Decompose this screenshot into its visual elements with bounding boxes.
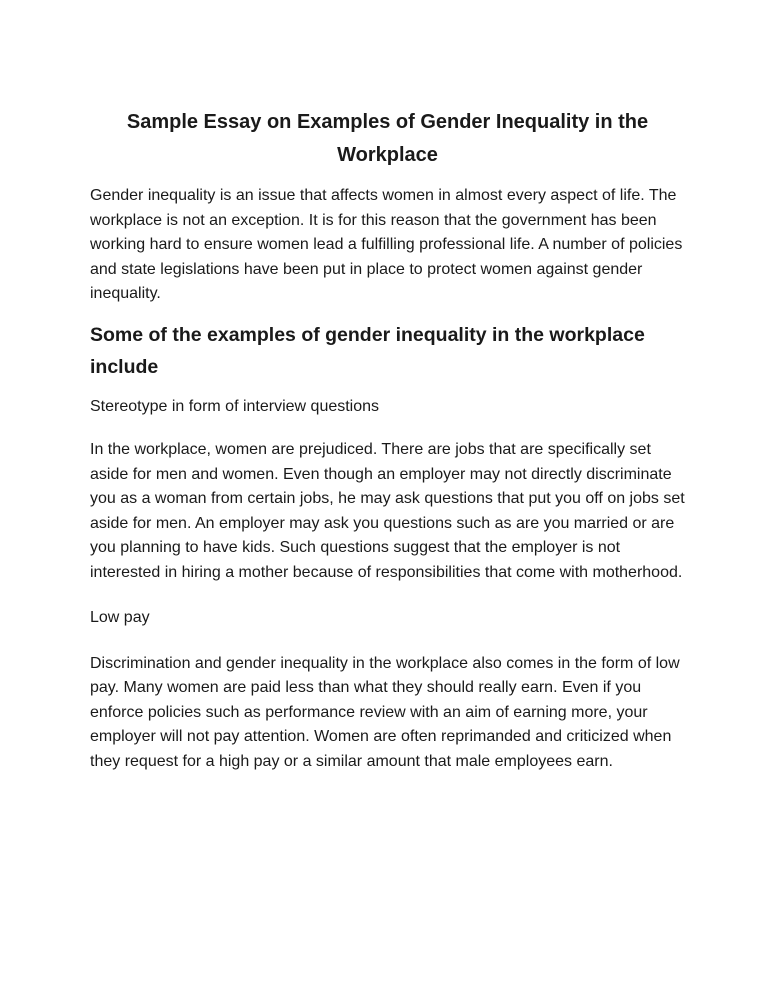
example-heading-stereotype: Stereotype in form of interview questions — [90, 397, 380, 415]
example-heading-low-pay: Low pay — [90, 609, 150, 626]
document-body — [90, 106, 685, 774]
example-body-stereotype: In the workplace, women are prejudiced. There are jobs that are specifically set aside for men and women. Even though an employer may not directly discriminate you as a woman from certain jobs, he may ask questions that put you off on jobs set aside for men. An employer may ask you questions such as are you married or are you planning to have kids. Such questions suggest that the employer is not interested in hiring a mother because of responsibilities that come with motherhood. — [90, 441, 685, 581]
example-body-low-pay: Discrimination and gender inequality in the workplace also comes in the form of low pay. Many women are paid less than what they should really earn. Even if you enforce policies such as performance review with an aim of earning more, your employer will not pay attention. Women are often reprimanded and criticized when they request for a high pay or a similar amount that male employees earn. — [90, 654, 680, 770]
document-title: Sample Essay on Examples of Gender Inequality in the Workplace — [126, 111, 649, 166]
intro-paragraph: Gender inequality is an issue that affects women in almost every aspect of life. The workplace is not an exception. It is for this reason that the government has been working hard to ensure women lead a fulfilling professional life. A number of policies and state legislations have been put in place to protect women against gender inequality. — [90, 187, 683, 302]
section-heading: Some of the examples of gender inequality in the workplace include — [90, 323, 645, 378]
